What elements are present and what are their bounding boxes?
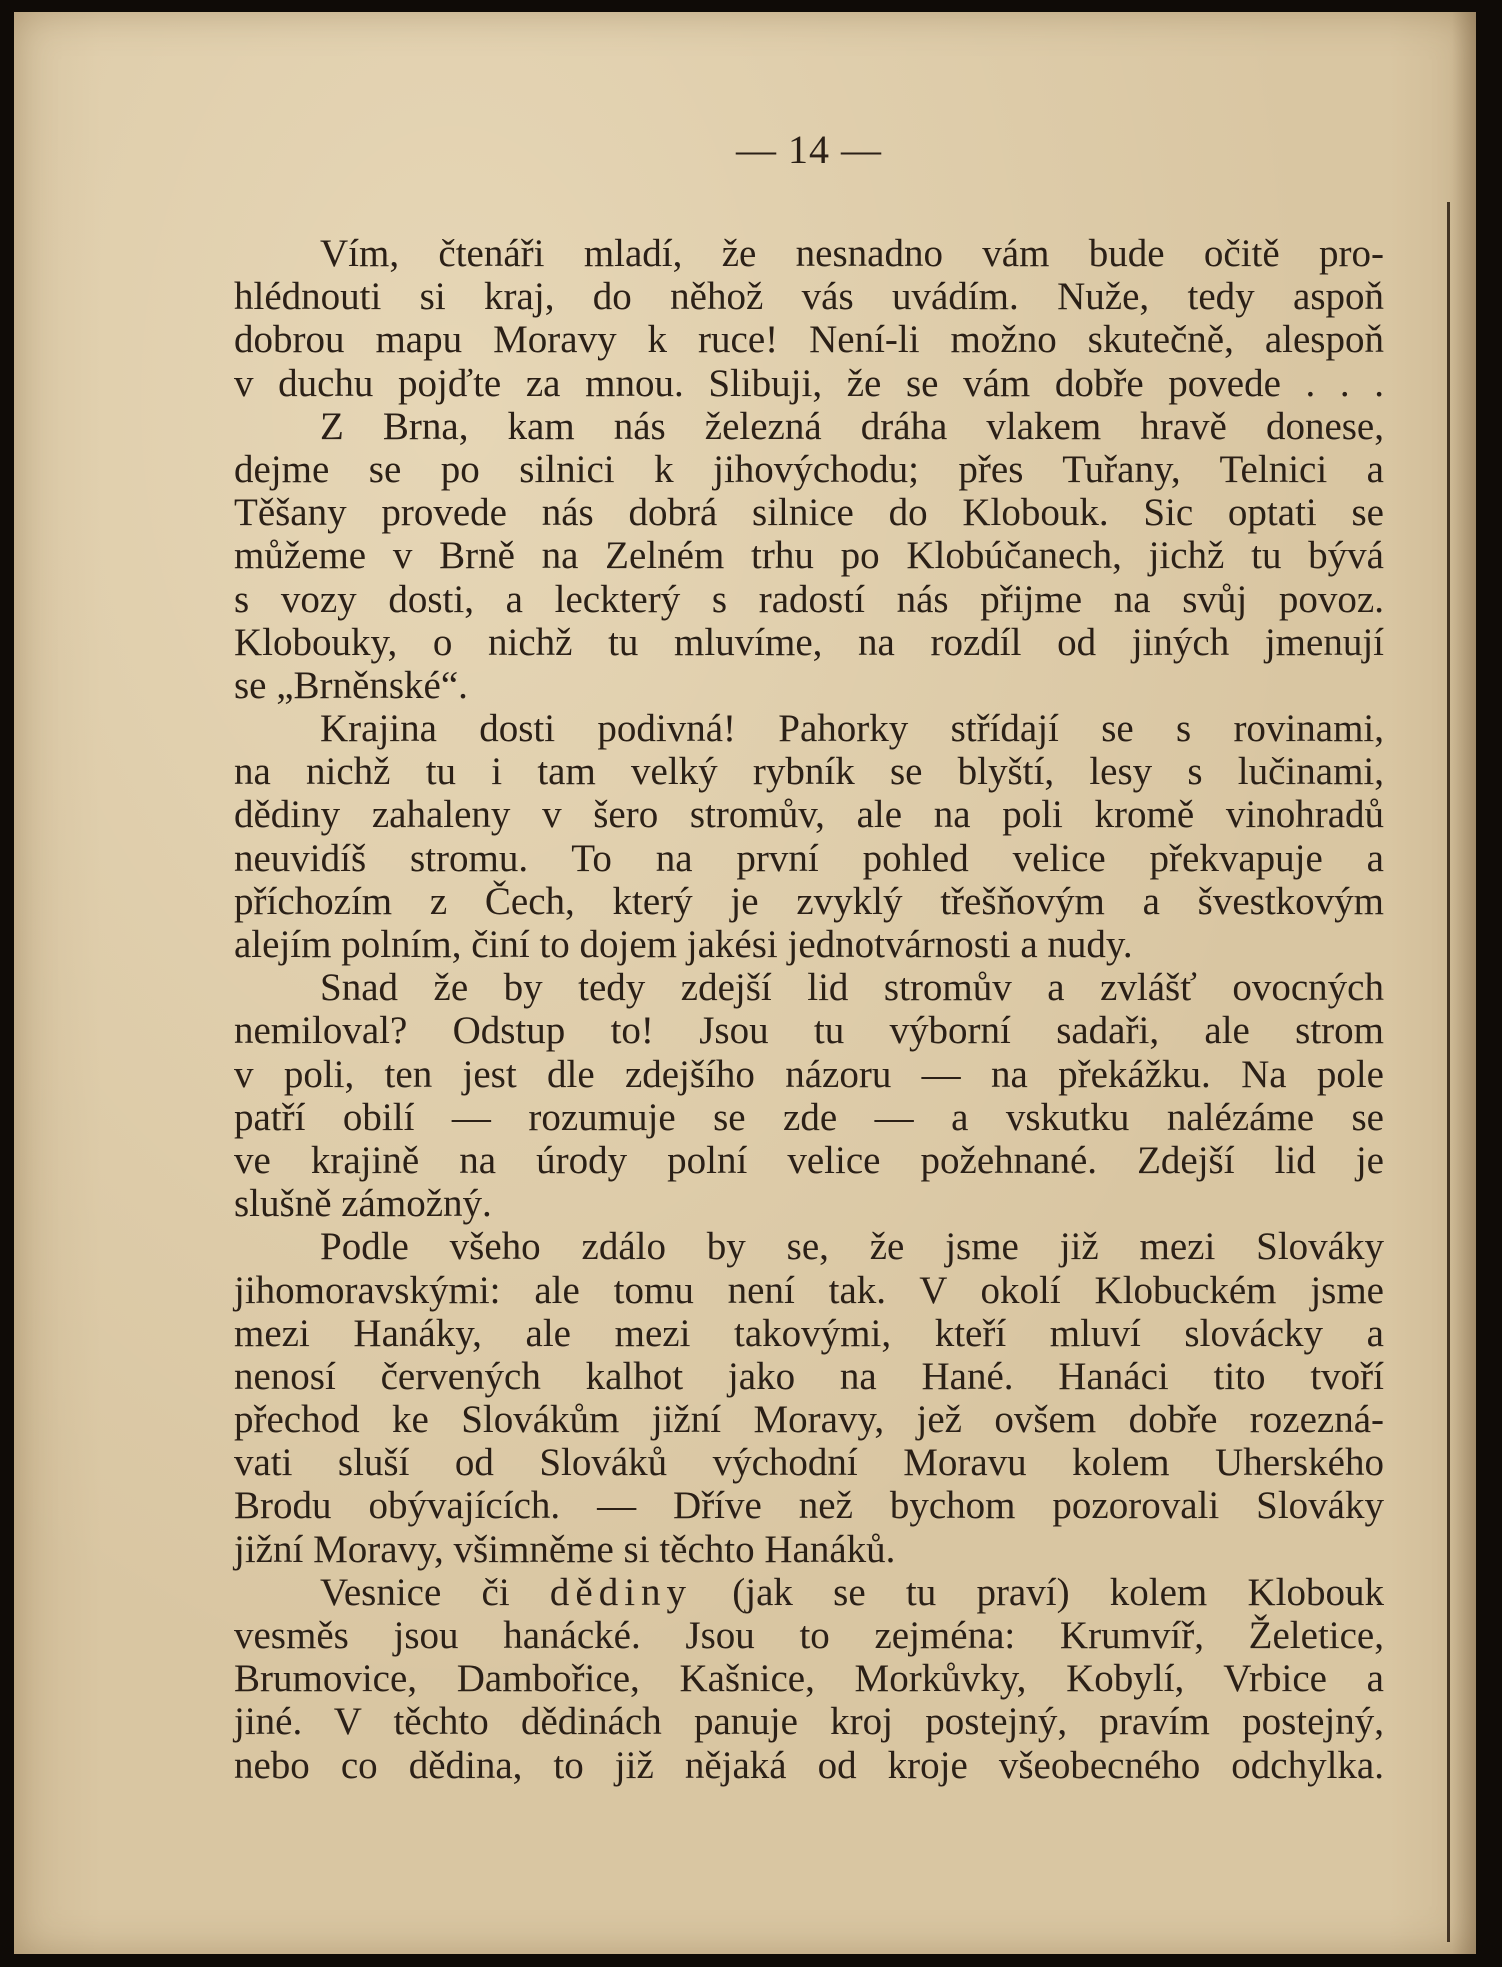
text-line: přechod ke Slovákům jižní Moravy, jež ovšem dobře rozezná- — [234, 1398, 1384, 1442]
text-line: dědiny zahaleny v šero stromův, ale na poli kromě vinohradů — [234, 793, 1384, 837]
text-line: ve krajině na úrody polní velice požehnané. Zdejší lid je — [234, 1138, 1384, 1182]
text-line: Brodu obývajících. — Dříve než bychom pozorovali Slováky — [234, 1484, 1384, 1528]
text-run: (jak se tu praví) kolem Klobouk — [692, 1570, 1385, 1614]
text-line: nebo co dědina, to již nějaká od kroje všeobecného odchylka. — [234, 1743, 1384, 1787]
text-line — [234, 1571, 1384, 1614]
text-line: jiné. V těchto dědinách panuje kroj postejný, pravím postejný, — [234, 1700, 1384, 1744]
text-line: slušně zámožný. — [234, 1182, 492, 1226]
text-line: se „Brněnské“. — [234, 663, 468, 707]
text-line: patří obilí — rozumuje se zde — a vskutku nalézáme se — [234, 1095, 1384, 1139]
text-line: dejme se po silnici k jihovýchodu; přes Tuřany, Telnici a — [234, 447, 1384, 491]
text-line: nenosí červených kalhot jako na Hané. Hanáci tito tvoří — [234, 1354, 1384, 1398]
text-line: můžeme v Brně na Zelném trhu po Klobúčanech, jichž tu bývá — [234, 534, 1384, 578]
paragraph-1 — [234, 232, 1384, 405]
text-line: nemiloval? Odstup to! Jsou tu výborní sadaři, ale strom — [234, 1009, 1384, 1053]
text-line: v duchu pojďte za mnou. Slibuji, že se vám dobře povede . . . — [234, 361, 1384, 405]
text-line: příchozím z Čech, který je zvyklý třešňovým a švestkovým — [234, 879, 1384, 923]
text-line: v poli, ten jest dle zdejšího názoru — na překážku. Na pole — [234, 1052, 1384, 1096]
text-line: Vím, čtenáři mladí, že nesnadno vám bude očitě pro- — [320, 232, 1384, 275]
text-line: dobrou mapu Moravy k ruce! Není-li možno skutečně, alespoň — [234, 318, 1384, 362]
page-edge-shadow — [1452, 12, 1476, 1954]
text-line: Brumovice, Dambořice, Kašnice, Morkůvky, Kobylí, Vrbice a — [234, 1657, 1384, 1701]
spaced-emphasis: dědiny — [549, 1570, 693, 1614]
text-line: vesměs jsou hanácké. Jsou to zejména: Krumvíř, Želetice, — [234, 1614, 1384, 1657]
paragraph-4 — [234, 966, 1384, 1225]
paragraph-2 — [234, 405, 1384, 707]
paragraph-3 — [234, 707, 1384, 966]
text-line: Podle všeho zdálo by se, že jsme již mezi Slováky — [320, 1225, 1384, 1269]
text-line: na nichž tu i tam velký rybník se blyští, lesy s lučinami, — [234, 750, 1384, 794]
text-line: hlédnouti si kraj, do něhož vás uvádím. Nuže, tedy aspoň — [234, 275, 1384, 319]
page-content — [234, 127, 1385, 1787]
text-line: Těšany provede nás dobrá silnice do Klobouk. Sic optati se — [234, 491, 1384, 535]
text-line: Snad že by tedy zdejší lid stromův a zvlášť ovocných — [320, 966, 1384, 1010]
text-line: Z Brna, kam nás železná dráha vlakem hravě donese, — [320, 404, 1384, 448]
paragraph-6 — [234, 1571, 1384, 1787]
text-line: Krajina dosti podivná! Pahorky střídají se s rovinami, — [320, 707, 1384, 751]
text-line: mezi Hanáky, ale mezi takovými, kteří mluví slovácky a — [234, 1311, 1384, 1355]
text-line: jihomoravskými: ale tomu není tak. V okolí Klobuckém jsme — [234, 1268, 1384, 1312]
book-page — [14, 12, 1476, 1954]
text-line: Klobouky, o nichž tu mluvíme, na rozdíl od jiných jmenují — [234, 620, 1384, 664]
text-line: vati sluší od Slováků východní Moravu kolem Uherského — [234, 1441, 1384, 1485]
text-run: Vesnice či — [320, 1570, 550, 1614]
text-line: s vozy dosti, a leckterý s radostí nás přijme na svůj povoz. — [234, 577, 1384, 621]
page-number: — 14 — — [736, 127, 882, 172]
text-line: neuvidíš stromu. To na první pohled velice překvapuje a — [234, 836, 1384, 880]
text-line: jižní Moravy, všimněme si těchto Hanáků. — [234, 1527, 896, 1571]
text-line: alejím polním, činí to dojem jakési jednotvárnosti a nudy. — [234, 923, 1133, 966]
paragraph-5 — [234, 1225, 1384, 1571]
page-binding-edge — [1447, 202, 1450, 1942]
